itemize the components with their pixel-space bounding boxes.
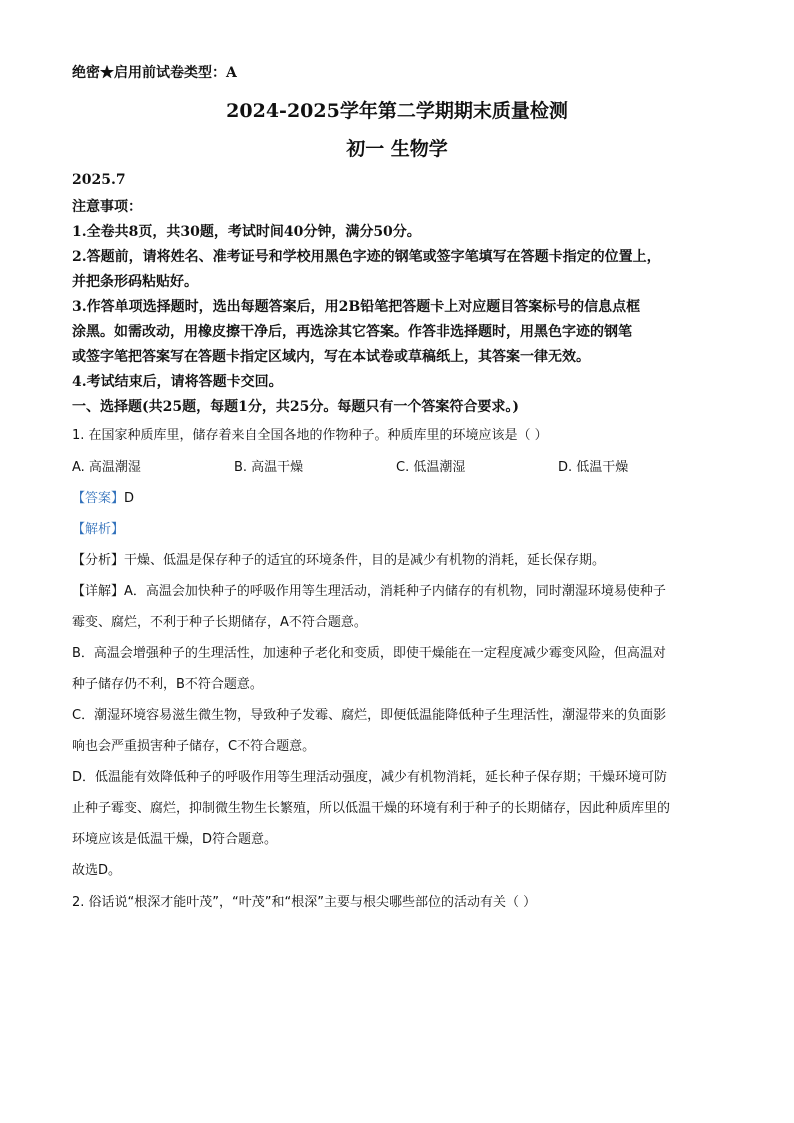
analysis-tag: 【解析】: [72, 522, 125, 537]
conclusion-text: 故选D。: [72, 863, 122, 878]
xiangjie-text: 霉变、腐烂，不利于种子长期储存，A不符合题意。: [72, 615, 367, 630]
xiangjie-line: [72, 580, 666, 599]
question-1-option-c: C. 低温潮湿: [396, 460, 466, 475]
xiangjie-text: 响也会严重损害种子储存，C不符合题意。: [72, 739, 316, 754]
exam-subject: 初一 生物学: [346, 138, 448, 160]
notice-item: 涂黑。如需改动，用橡皮擦干净后，再选涂其它答案。作答非选择题时，用黑色字迹的钢笔: [72, 324, 632, 340]
question-2-stem: 2. 俗话说“根深才能叶茂”，“叶茂”和“根深”主要与根尖哪些部位的活动有关（ ）: [72, 895, 537, 910]
notice-item: 4.考试结束后，请将答题卡交回。: [72, 374, 283, 390]
question-1-option-a: A. 高温潮湿: [72, 460, 141, 475]
xiangjie-text: 种子储存仍不利，B不符合题意。: [72, 677, 263, 692]
xiangjie-text: 环境应该是低温干燥，D符合题意。: [72, 832, 278, 847]
xiangjie-text: A．高温会加快种子的呼吸作用等生理活动，消耗种子内储存的有机物，同时潮湿环境易使种子: [124, 584, 666, 599]
notice-item: 3.作答单项选择题时，选出每题答案后，用2B铅笔把答题卡上对应题目答案标号的信息点框: [72, 299, 641, 315]
question-1-option-b: B. 高温干燥: [234, 460, 304, 475]
question-1-option-d: D. 低温干燥: [558, 460, 629, 475]
exam-title: 2024-2025学年第二学期期末质量检测: [226, 100, 568, 122]
notice-item: 并把条形码粘贴好。: [72, 274, 198, 290]
answer-tag: 【答案】: [72, 491, 125, 506]
question-1-stem: 1. 在国家种质库里，储存着来自全国各地的作物种子。种质库里的环境应该是（ ）: [72, 428, 548, 443]
fenxi-tag: 【分析】: [72, 553, 125, 568]
fenxi-text: 干燥、低温是保存种子的适宜的环境条件，目的是减少有机物的消耗，延长保存期。: [124, 553, 606, 568]
section-heading: 一、选择题(共25题，每题1分，共25分。每题只有一个答案符合要求。): [72, 399, 519, 415]
answer-value: D: [124, 491, 135, 506]
notice-heading: 注意事项：: [72, 199, 142, 215]
notice-item: 或签字笔把答案写在答题卡指定区域内，写在本试卷或草稿纸上，其答案一律无效。: [72, 349, 590, 365]
notice-item: 1.全卷共8页，共30题，考试时间40分钟，满分50分。: [72, 224, 421, 240]
xiangjie-text: D．低温能有效降低种子的呼吸作用等生理活动强度，减少有机物消耗，延长种子保存期；干燥环境可防: [72, 770, 668, 785]
xiangjie-tag: 【详解】: [72, 584, 125, 599]
secret-label: 绝密★启用前试卷类型：A: [72, 65, 237, 81]
xiangjie-text: B．高温会增强种子的生理活性，加速种子老化和变质，即使干燥能在一定程度减少霉变风险，但高温对: [72, 646, 666, 661]
fenxi-line: [72, 549, 605, 568]
answer-line: [72, 487, 134, 506]
notice-item: 2.答题前，请将姓名、准考证号和学校用黑色字迹的钢笔或签字笔填写在答题卡指定的位置上，: [72, 249, 661, 265]
exam-date: 2025.7: [72, 172, 126, 188]
xiangjie-text: 止种子霉变、腐烂，抑制微生物生长繁殖，所以低温干燥的环境有利于种子的长期储存，因此种质库里的: [72, 801, 671, 816]
xiangjie-text: C．潮湿环境容易滋生微生物，导致种子发霉、腐烂，即便低温能降低种子生理活性，潮湿带来的负面影: [72, 708, 667, 723]
